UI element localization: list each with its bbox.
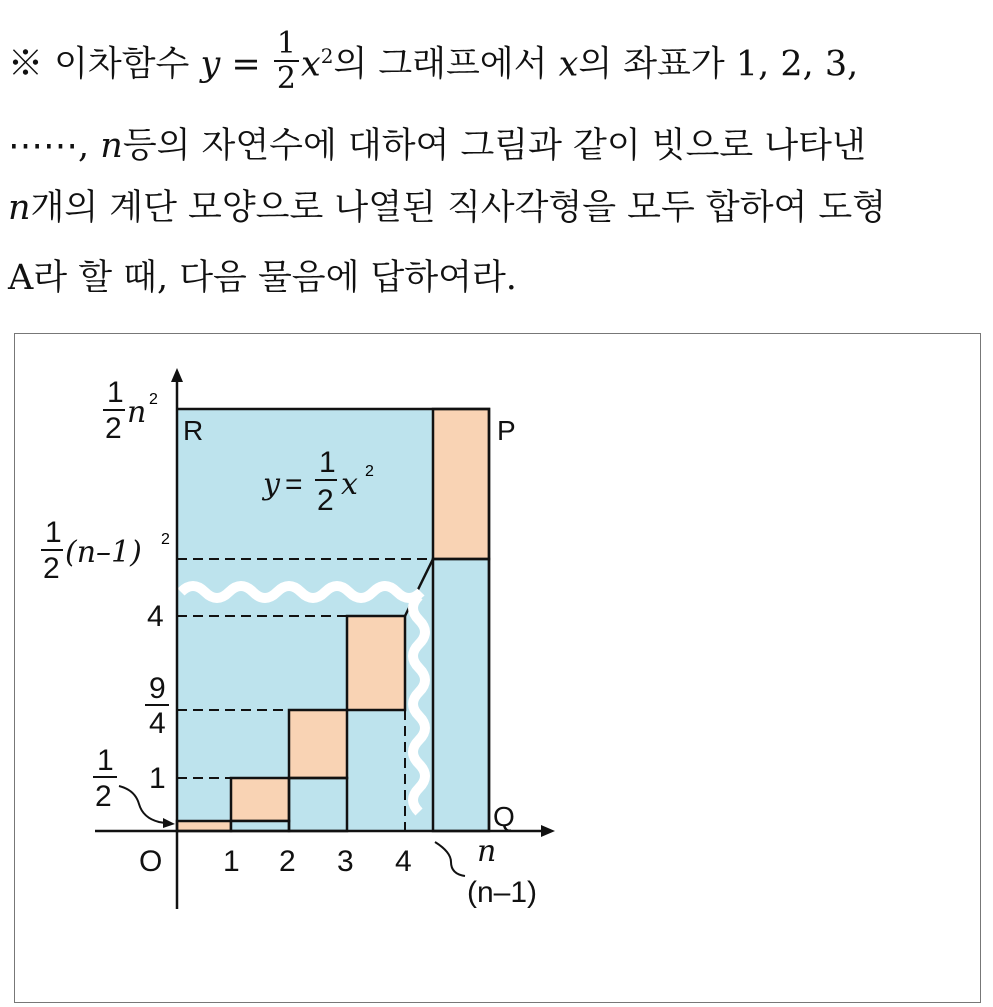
var-x: x: [558, 44, 579, 85]
svg-text:1: 1: [97, 744, 114, 777]
svg-text:2: 2: [149, 391, 158, 408]
svg-text:1: 1: [107, 376, 124, 409]
step-rect-1: [177, 821, 231, 831]
svg-text:4: 4: [149, 707, 166, 740]
text-segment: 의 그래프에서: [333, 44, 559, 85]
svg-text:2: 2: [317, 484, 334, 517]
text-segment: 의 좌표가 1, 2, 3,: [578, 44, 859, 85]
step-rect-3: [289, 710, 347, 778]
y-tick-1: 1: [149, 762, 166, 795]
svg-text:2: 2: [105, 412, 122, 445]
problem-line-1: [8, 26, 859, 100]
svg-text:2: 2: [365, 463, 374, 480]
svg-text:2: 2: [161, 531, 170, 548]
fraction-one-half: $\frac{1}{2}$: [274, 28, 299, 96]
label-r: R: [183, 415, 204, 446]
x-axis-label-n: n: [477, 834, 497, 869]
label-origin: O: [139, 845, 163, 878]
problem-line-2: [8, 118, 866, 168]
x-axis-arrow: [541, 825, 555, 837]
figure-frame: [14, 333, 981, 1003]
y-tick-half-n-minus-1-squared: [41, 516, 170, 585]
label-q: Q: [493, 801, 515, 832]
step-rect-4: [347, 616, 405, 710]
step-rect-n: [433, 409, 489, 559]
text-segment: ※ 이차함수: [8, 44, 201, 85]
equals-sign: =: [220, 44, 272, 85]
svg-text:x: x: [341, 467, 358, 502]
svg-text:9: 9: [149, 672, 166, 705]
y-axis-arrow: [171, 368, 183, 382]
svg-text:(n–1): (n–1): [65, 535, 142, 570]
var-n: n: [100, 126, 123, 166]
step-rect-2: [231, 778, 289, 821]
y-tick-4: 4: [147, 600, 164, 633]
staircase-diagram: [15, 334, 980, 1002]
svg-text:y: y: [263, 467, 280, 502]
svg-text:n: n: [127, 395, 147, 430]
text-segment: 개의 계단 모양으로 나열된 직사각형을 모두 합하여 도형: [30, 188, 887, 228]
var-y: y: [200, 44, 221, 85]
label-p: P: [497, 415, 516, 446]
problem-line-3: [8, 180, 886, 230]
svg-text:2: 2: [95, 780, 112, 813]
text-segment: A라 할 때, 다음 물음에 답하여라.: [8, 258, 517, 298]
pointer-curl-x: [435, 842, 465, 876]
blue-step-2: [231, 821, 289, 831]
var-x: x: [300, 44, 321, 85]
x-note-n-minus-1: (n–1): [467, 876, 538, 909]
y-tick-half-n-squared: [103, 376, 158, 445]
problem-line-4: [8, 250, 517, 300]
text-segment: ⋯⋯,: [8, 126, 101, 166]
x-tick-1: 1: [223, 845, 240, 878]
exponent: 2: [320, 43, 334, 68]
svg-text:1: 1: [319, 446, 336, 479]
svg-text:2: 2: [43, 552, 60, 585]
var-n: n: [8, 188, 31, 228]
x-tick-4: 4: [395, 845, 412, 878]
svg-text:1: 1: [45, 516, 62, 549]
text-segment: 등의 자연수에 대하여 그림과 같이 빗으로 나타낸: [122, 126, 866, 166]
y-tick-nine-fourths: [145, 672, 169, 740]
x-tick-2: 2: [279, 845, 296, 878]
x-tick-3: 3: [337, 845, 354, 878]
svg-text:=: =: [285, 468, 303, 501]
